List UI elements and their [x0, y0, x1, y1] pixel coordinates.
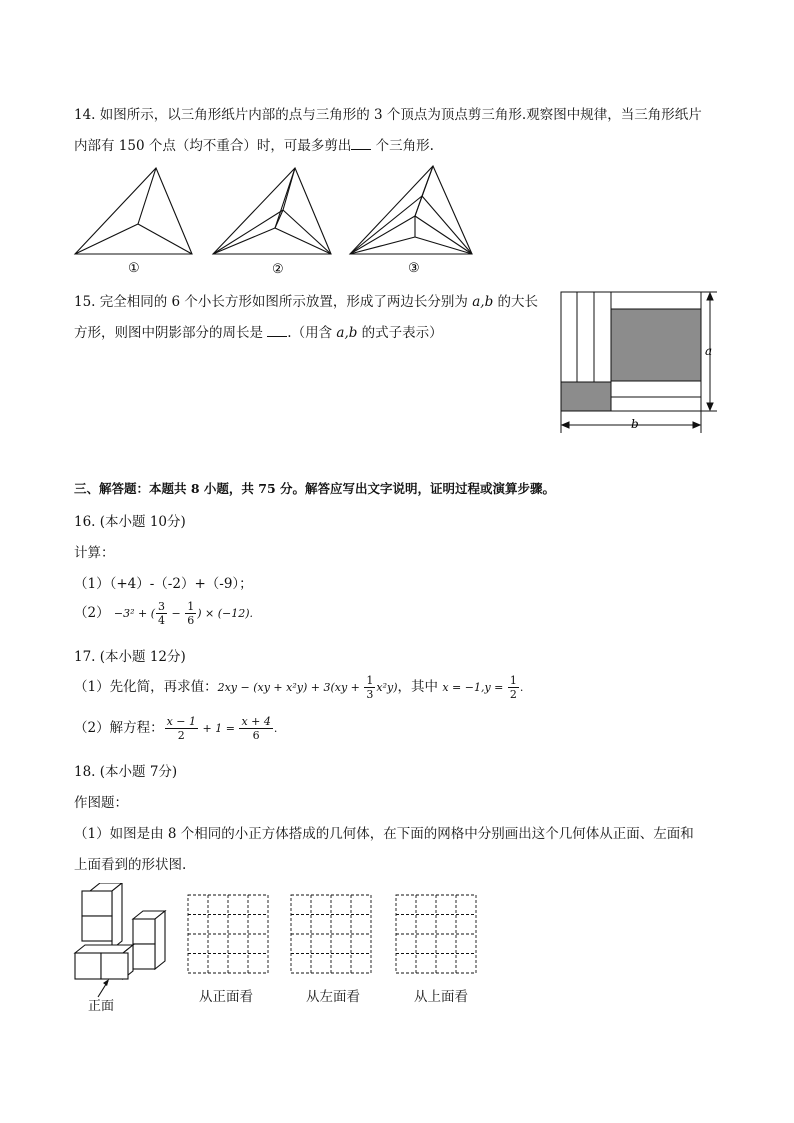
q17-eq-frac-2: [239, 715, 272, 742]
q17-where: ，其中: [397, 679, 443, 695]
q15-line1-a: 15. 完全相同的 6 个小长方形如图所示放置，形成了两边长分别为: [74, 294, 473, 310]
q17-expr-a: 2xy − (xy + x²y) + 3(xy +: [217, 681, 364, 694]
q15-line1-b: 的大长: [493, 294, 539, 310]
figure-label-1: ①: [128, 261, 140, 276]
q17-eq-frac-1: [165, 715, 198, 742]
q17-frac-1: [364, 674, 375, 701]
q17-part2: [74, 715, 277, 742]
triangle-2: [213, 168, 331, 254]
q17-frac-2-den: 2: [509, 688, 517, 701]
q16-frac-2-den: 6: [187, 614, 195, 627]
q16-expr-b: ) × (−12).: [197, 607, 254, 620]
shaded-rect-large: [611, 309, 701, 381]
q15-ab: a,b: [472, 294, 494, 310]
q14-answer-blank: [351, 137, 371, 150]
q16-title: 16. (本小题 10分): [74, 514, 186, 530]
shaded-rect-small: [561, 382, 611, 411]
q18-intro: 作图题：: [74, 795, 128, 811]
grid-left-view: [289, 893, 375, 977]
figure-label-2: ②: [272, 262, 284, 277]
q18-part1-line2: 上面看到的形状图.: [74, 857, 187, 873]
q16-intro: 计算：: [74, 545, 115, 561]
q16-part1: （1）（+4）-（-2）+（-9）；: [74, 576, 253, 592]
q17-eq-mid: + 1 =: [199, 722, 239, 735]
q17-eq-frac-2-den: 6: [252, 729, 260, 742]
section3-header: 三、解答题：本题共 8 小题，共 75 分。解答应写出文字说明，证明过程或演算步骤。: [74, 481, 556, 496]
q17-condition: x = −1,y =: [442, 681, 507, 694]
triangle-1: [75, 168, 192, 254]
grid-front-view: [186, 893, 272, 977]
q17-eq-frac-1-num: x − 1: [166, 715, 197, 728]
figure-label-3: ③: [408, 261, 420, 276]
q17-title: 17. (本小题 12分): [74, 649, 186, 665]
q15-line2-b: .（用含: [287, 325, 337, 341]
q14-triangle-figures: [70, 160, 510, 280]
q16-part2-label: （2）: [74, 605, 110, 621]
dimension-label-b: b: [631, 417, 639, 431]
triangle-3: [350, 166, 472, 254]
q17-frac-2-num: 1: [509, 674, 517, 687]
q15-line2-a: 方形，则图中阴影部分的周长是: [74, 325, 263, 341]
q14-text-line2-b: 个三角形.: [371, 138, 434, 154]
q14-text-line1: 14. 如图所示，以三角形纸片内部的点与三角形的 3 个顶点为顶点剪三角形.观察图中规律，当三角形纸片: [74, 107, 702, 123]
q16-minus: −: [168, 607, 185, 620]
q18-cube-figure: [70, 883, 180, 1013]
q18-part1-line1: （1）如图是由 8 个相同的小正方体搭成的几何体，在下面的网格中分别画出这个几何体从正面、左面和: [74, 826, 694, 842]
q17-eq-frac-1-den: 2: [177, 729, 185, 742]
q17-frac-1-den: 3: [366, 688, 374, 701]
q15-ab-2: a,b: [336, 325, 358, 341]
q16-frac-2: [185, 600, 196, 627]
q16-frac-1-num: 3: [158, 600, 166, 613]
q15-text-line2: [74, 321, 443, 341]
q16-part2: [74, 600, 253, 627]
q17-part2-label: （2）解方程：: [74, 720, 164, 736]
q17-eq-frac-2-num: x + 4: [241, 715, 271, 728]
grid-label-left: 从左面看: [306, 989, 360, 1005]
grid-label-top: 从上面看: [414, 989, 468, 1005]
q14-text-line2-a: 内部有 150 个点（均不重合）时，可最多剪出: [74, 138, 352, 154]
dimension-label-a: a: [705, 344, 713, 358]
q17-frac-1-num: 1: [366, 674, 374, 687]
q16-expr-a: −3² + (: [113, 607, 156, 620]
q17-frac-2: [508, 674, 519, 701]
q16-frac-1: [156, 600, 167, 627]
q16-frac-2-num: 1: [187, 600, 195, 613]
q15-line2-c: 的式子表示）: [357, 325, 443, 341]
q18-title: 18. (本小题 7分): [74, 764, 178, 780]
q15-text-line1: [74, 290, 538, 310]
front-label: 正面: [88, 999, 115, 1014]
q17-part1: [74, 674, 523, 701]
q17-part1-end: .: [519, 681, 524, 694]
q15-answer-blank: [267, 324, 287, 337]
q16-frac-1-den: 4: [158, 614, 166, 627]
grid-label-front: 从正面看: [199, 989, 253, 1005]
q15-rectangle-figure: [555, 285, 725, 440]
q17-part2-end: .: [273, 722, 278, 735]
q17-expr-b: x²y): [376, 681, 398, 694]
q14-text-line2: [74, 134, 434, 154]
q17-part1-label: （1）先化简，再求值：: [74, 679, 218, 695]
grid-top-view: [394, 893, 480, 977]
